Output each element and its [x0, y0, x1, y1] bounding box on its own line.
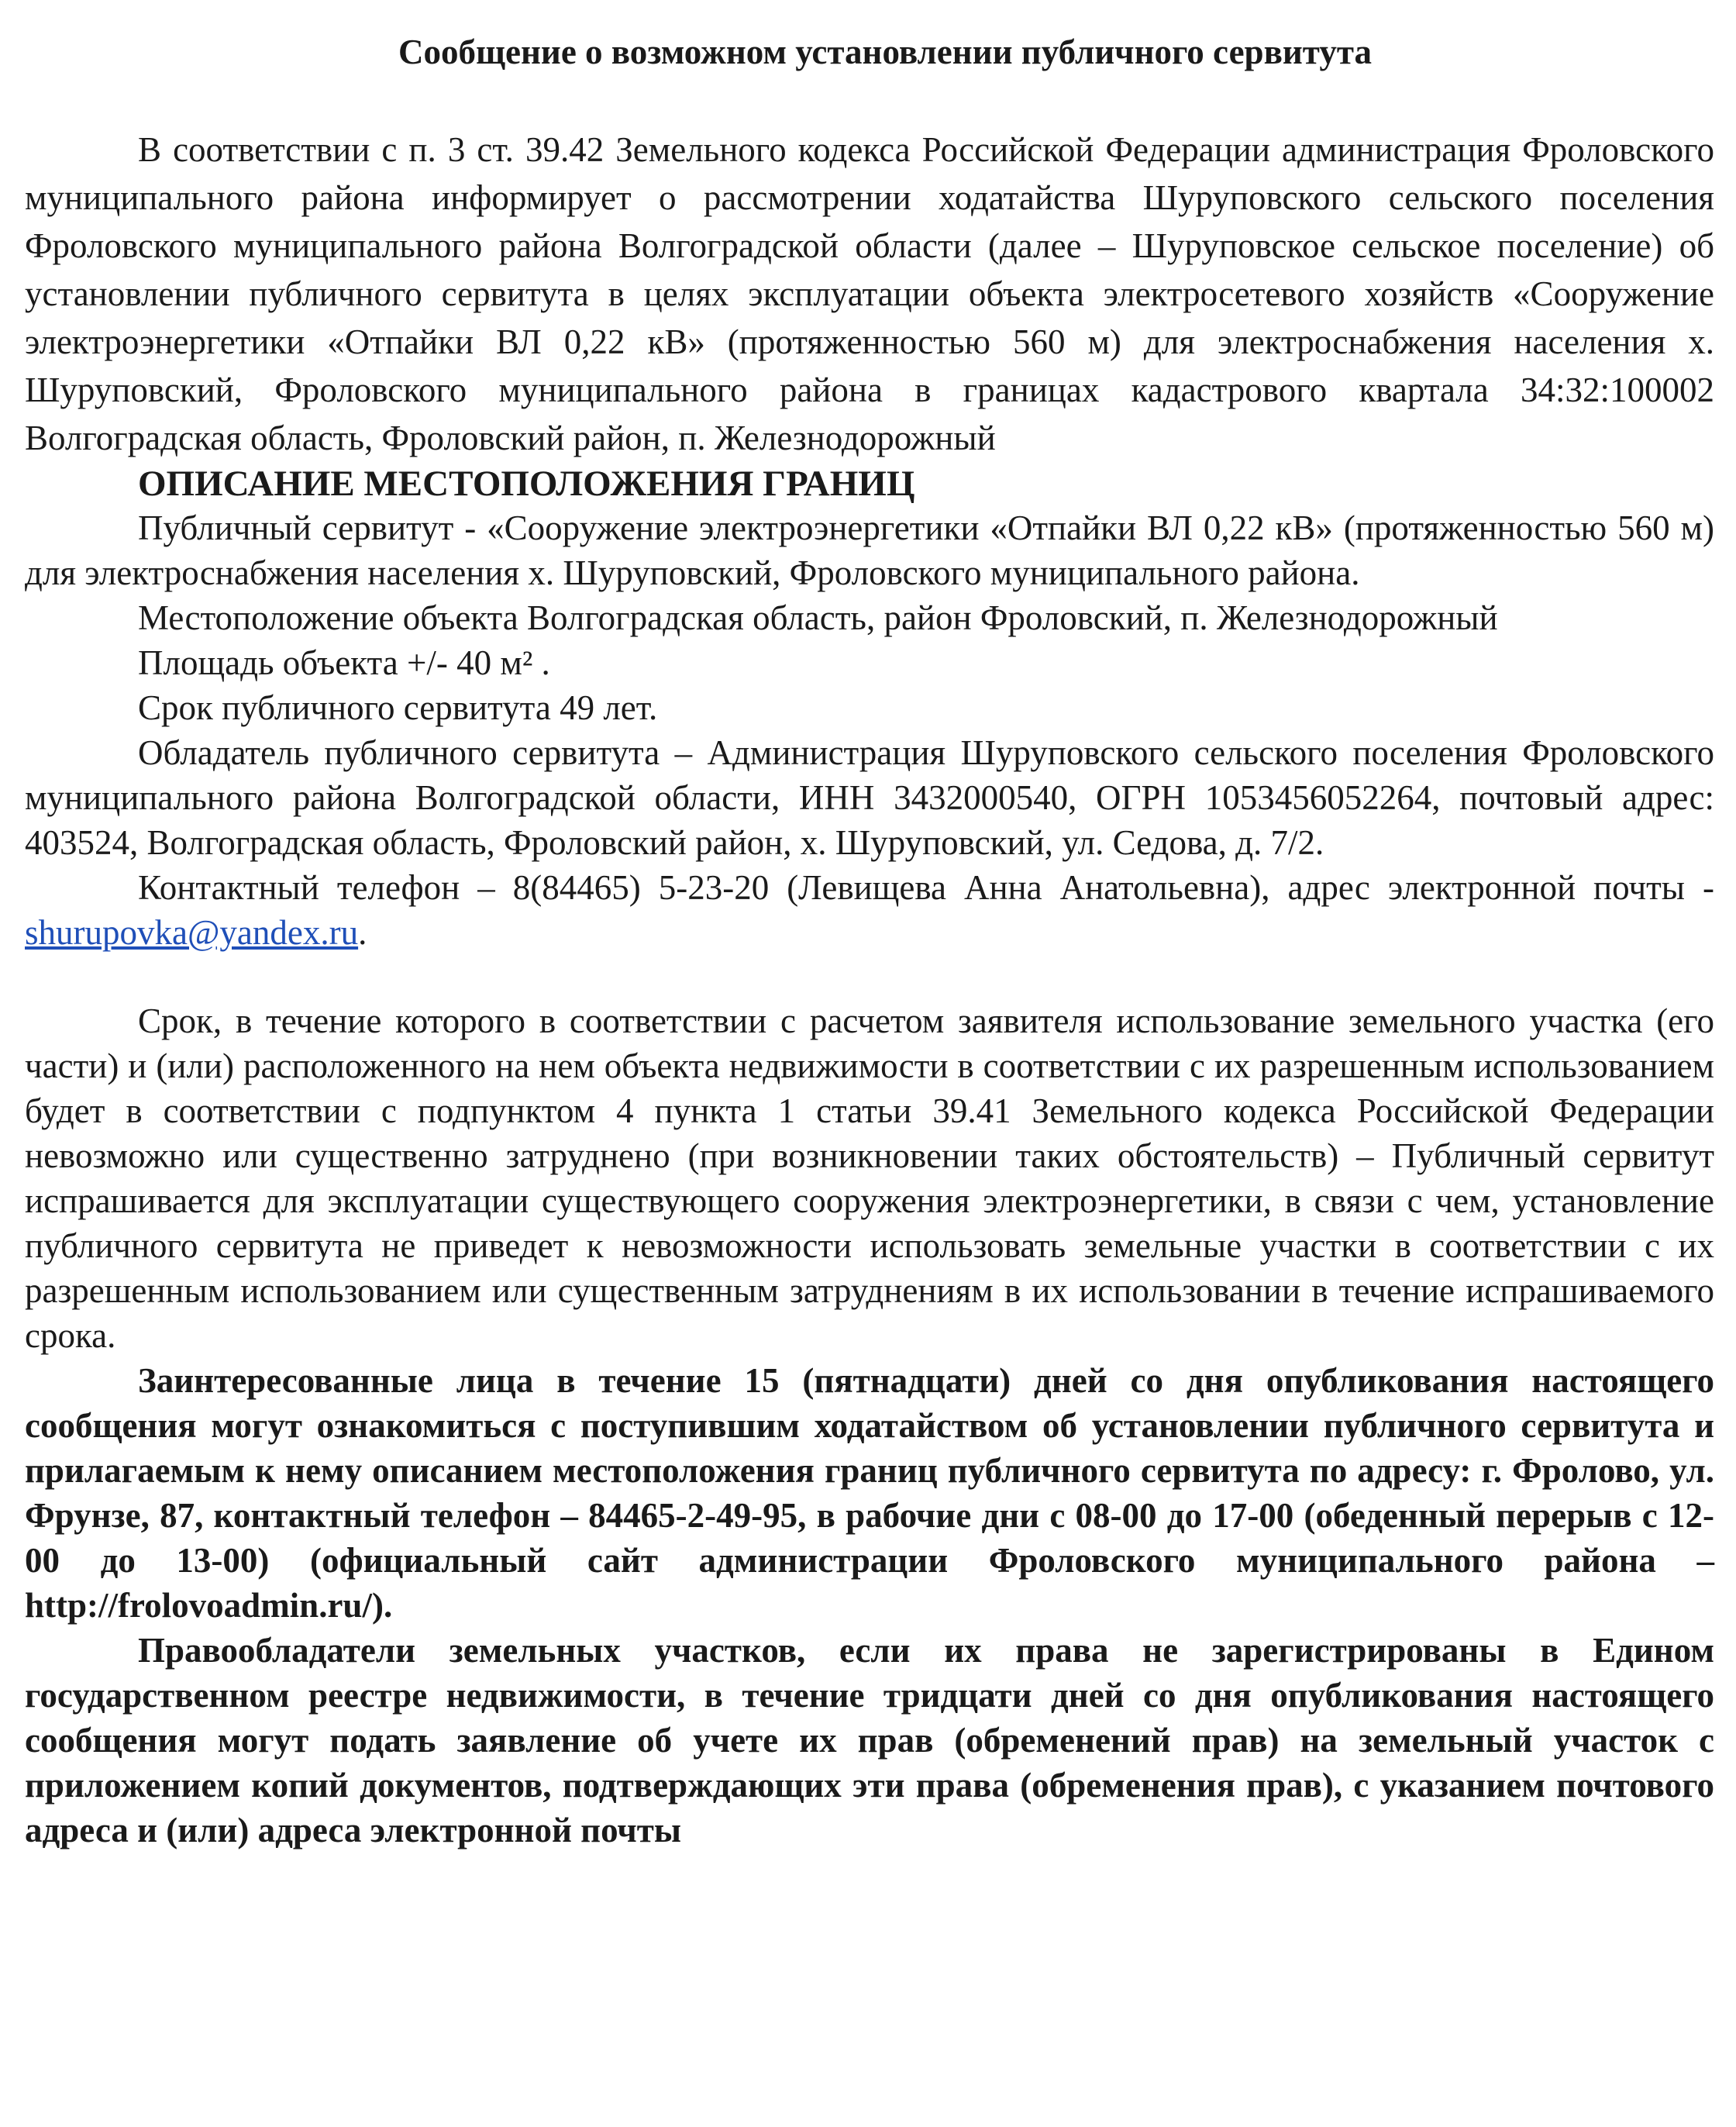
email-link[interactable]: shurupovka@yandex.ru — [25, 913, 359, 952]
area-paragraph: Площадь объекта +/- 40 м² . — [138, 643, 550, 682]
location-paragraph: Местоположение объекта Волгоградская область, район Фроловский, п. Железнодорожный — [138, 598, 1498, 637]
usage-term-paragraph: Срок, в течение которого в соответствии с расчетом заявителя использование земельного участка (его части) и (или) расположенного на нем объекта недвижимости в соответствии с их разрешенным использованием будет в соответствии с подпунктом 4 пункта 1 статьи 39.41 Земельного кодекса Российской Федерации невозможно или существенно затруднено (при возникновении таких обстоятельств) – Публичный сервитут испрашивается для эксплуатации существующего сооружения электроэнергетики, в связи с чем, установление публичного сервитута не приведет к невозможности использовать земельные участки в соответствии с их разрешенным использованием или существенным затруднениям в их использовании в течение испрашиваемого срока. — [25, 1001, 1714, 1355]
term-paragraph: Срок публичного сервитута 49 лет. — [138, 688, 658, 727]
contact-text: Контактный телефон – 8(84465) 5-23-20 (Левищева Анна Анатольевна), адрес электронной почты - — [138, 868, 1714, 907]
contact-suffix: . — [358, 913, 367, 952]
right-holders-paragraph: Правообладатели земельных участков, если их права не зарегистрированы в Едином государственном реестре недвижимости, в течение тридцати дней со дня опубликования настоящего сообщения могут подать заявление об учете их прав (обременений прав) на земельный участок с приложением копий документов, подтверждающих эти права (обременения прав), с указанием почтового адреса и (или) адреса электронной почты — [25, 1631, 1714, 1849]
servitude-paragraph: Публичный сервитут - «Сооружение электроэнергетики «Отпайки ВЛ 0,22 кВ» (протяженностью 560 м) для электроснабжения населения х. Шуруповский, Фроловского муниципального района. — [25, 508, 1714, 592]
document-page — [25, 0, 1714, 1853]
section-heading: ОПИСАНИЕ МЕСТОПОЛОЖЕНИЯ ГРАНИЦ — [138, 464, 915, 504]
intro-paragraph: В соответствии с п. 3 ст. 39.42 Земельного кодекса Российской Федерации администрация Фроловского муниципального района информирует о рассмотрении ходатайства Шуруповского сельского поселения Фроловского муниципального района Волгоградской области (далее – Шуруповское сельское поселение) об установлении публичного сервитута в целях эксплуатации объекта электросетевого хозяйств «Сооружение электроэнергетики «Отпайки ВЛ 0,22 кВ» (протяженностью 560 м) для электроснабжения населения х. Шуруповский, Фроловского муниципального района в границах кадастрового квартала 34:32:100002 Волгоградская область, Фроловский район, п. Железнодорожный — [25, 130, 1714, 457]
document-title: Сообщение о возможном установлении публичного сервитута — [398, 33, 1372, 71]
interested-parties-paragraph: Заинтересованные лица в течение 15 (пятнадцати) дней со дня опубликования настоящего сообщения могут ознакомиться с поступившим ходатайством об установлении публичного сервитута и прилагаемым к нему описанием местоположения границ публичного сервитута по адресу: г. Фролово, ул. Фрунзе, 87, контактный телефон – 84465-2-49-95, в рабочие дни с 08-00 до 17-00 (обеденный перерыв с 12-00 до 13-00) (официальный сайт администрации Фроловского муниципального района – http://frolovoadmin.ru/). — [25, 1361, 1714, 1625]
contact-paragraph — [25, 865, 1714, 955]
holder-paragraph: Обладатель публичного сервитута – Администрация Шуруповского сельского поселения Фроловского муниципального района Волгоградской области, ИНН 3432000540, ОГРН 1053456052264, почтовый адрес: 403524, Волгоградская область, Фроловский район, х. Шуруповский, ул. Седова, д. 7/2. — [25, 733, 1714, 862]
